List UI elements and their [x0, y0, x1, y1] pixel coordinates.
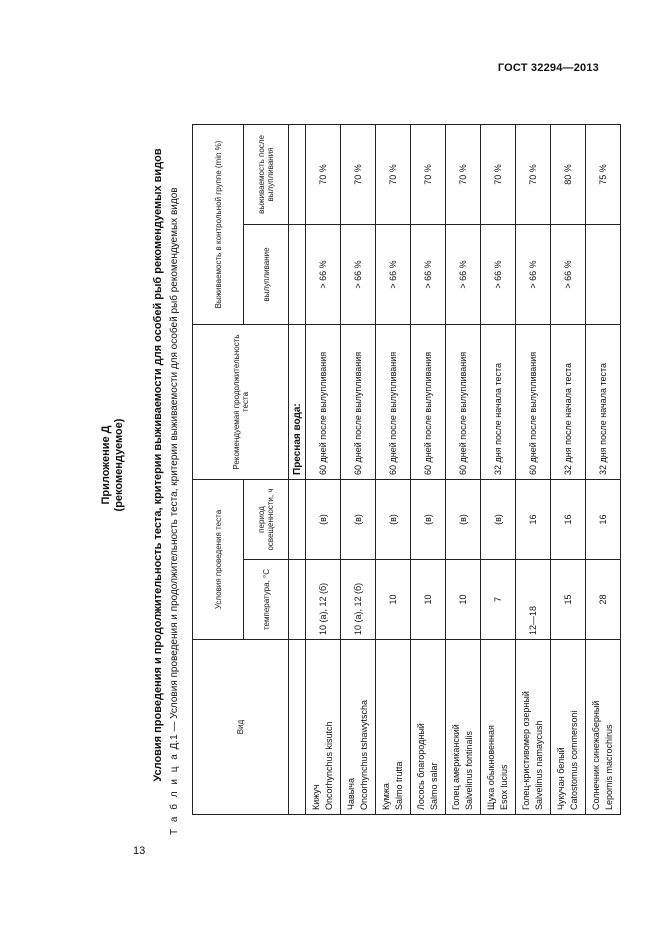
- hatching-cell: > 66 %: [341, 224, 376, 324]
- header-species: Вид: [193, 640, 289, 815]
- species-common-name: Кумжа: [381, 783, 391, 810]
- table-row: [376, 124, 411, 814]
- section-heading: Условия проведения и продолжительность теста, критерии выживаемости для особей рыб рекомендуемых видов: [152, 148, 164, 782]
- duration-cell: 32 дня после начала теста: [481, 324, 516, 479]
- species-common-name: Кижуч: [311, 784, 321, 810]
- survival-cell: 70 %: [306, 124, 341, 224]
- species-common-name: Солнечник синежаберный: [591, 700, 601, 810]
- table-row: [306, 124, 341, 814]
- photoperiod-cell: (в): [446, 479, 481, 559]
- temperature-cell: 7: [481, 560, 516, 640]
- table-row: [446, 124, 481, 814]
- photoperiod-cell: (в): [376, 479, 411, 559]
- duration-cell: 32 дня после начала теста: [551, 324, 586, 479]
- header-hatching: вылупливание: [244, 224, 289, 324]
- photoperiod-cell: (в): [481, 479, 516, 559]
- section-freshwater-label: Пресная вода:: [291, 403, 303, 475]
- survival-cell: 70 %: [446, 124, 481, 224]
- survival-cell: 70 %: [376, 124, 411, 224]
- species-latin-name: Salmo trutta: [394, 761, 404, 810]
- survival-cell: 80 %: [551, 124, 586, 224]
- temperature-cell: 10: [376, 560, 411, 640]
- survival-cell: 70 %: [516, 124, 551, 224]
- temperature-cell: 10 (а), 12 (б): [341, 560, 376, 640]
- species-common-name: Лосось благородный: [416, 723, 426, 810]
- survival-cell: 70 %: [341, 124, 376, 224]
- duration-cell: 60 дней после вылупливания: [376, 324, 411, 479]
- hatching-cell: > 66 %: [306, 224, 341, 324]
- temperature-cell: 28: [586, 560, 621, 640]
- photoperiod-cell: (в): [306, 479, 341, 559]
- hatching-cell: [586, 224, 621, 324]
- table-row: [481, 124, 516, 814]
- header-after-hatching: выживаемость после вылупливания: [244, 124, 289, 224]
- table-caption-prefix: Т а б л и ц а: [169, 752, 180, 835]
- photoperiod-cell: 16: [516, 479, 551, 559]
- hatching-cell: > 66 %: [516, 224, 551, 324]
- hatching-cell: > 66 %: [551, 224, 586, 324]
- survival-cell: 70 %: [481, 124, 516, 224]
- species-common-name: Чукучан белый: [556, 747, 566, 810]
- header-photoperiod: период освещенности, ч: [244, 479, 289, 559]
- page-number: 13: [133, 845, 146, 857]
- species-latin-name: Salmo salar: [429, 762, 439, 810]
- header-temperature: температура, °С: [244, 560, 289, 640]
- species-common-name: Чавыча: [346, 778, 356, 810]
- species-common-name: Щука обыкновенная: [486, 725, 496, 810]
- hatching-cell: > 66 %: [411, 224, 446, 324]
- section-row: [289, 124, 306, 814]
- table-caption-text: Д.1 — Условия проведения и продолжительность теста, критерии выживаемости для особей рыб рекомендуемых видов: [169, 187, 180, 753]
- standard-number: ГОСТ 32294—2013: [497, 62, 599, 74]
- duration-cell: 60 дней после вылупливания: [411, 324, 446, 479]
- species-common-name: Голец американский: [451, 724, 461, 810]
- duration-cell: 60 дней после вылупливания: [446, 324, 481, 479]
- hatching-cell: > 66 %: [481, 224, 516, 324]
- hatching-cell: > 66 %: [446, 224, 481, 324]
- temperature-cell: 15: [551, 560, 586, 640]
- table-row: [551, 124, 586, 814]
- table-row: [516, 124, 551, 814]
- species-latin-name: Salvelinus namaycush: [534, 720, 544, 810]
- duration-cell: 60 дней после вылупливания: [306, 324, 341, 479]
- duration-cell: 60 дней после вылупливания: [341, 324, 376, 479]
- photoperiod-cell: 16: [551, 479, 586, 559]
- header-conditions: Условия проведения теста: [193, 479, 244, 639]
- species-latin-name: Esox lucius: [499, 764, 509, 810]
- header-duration: Рекомендуемая продолжительность теста: [193, 324, 289, 479]
- photoperiod-cell: (в): [341, 479, 376, 559]
- duration-cell: 60 дней после вылупливания: [516, 324, 551, 479]
- table-row: [411, 124, 446, 814]
- species-latin-name: Catostomus commersoni: [569, 710, 579, 810]
- annex-subtitle: (рекомендуемое): [113, 418, 125, 512]
- annex-title-block: [100, 95, 126, 835]
- duration-cell: 32 дня после начала теста: [586, 324, 621, 479]
- temperature-cell: 10 (а), 12 (б): [306, 560, 341, 640]
- temperature-cell: 10: [411, 560, 446, 640]
- photoperiod-cell: (в): [411, 479, 446, 559]
- species-latin-name: Lepomis macrochirus: [604, 724, 614, 810]
- species-latin-name: Oncorhynchus kisutch: [324, 721, 334, 810]
- temperature-cell: 12—18: [516, 560, 551, 640]
- species-latin-name: Salvelinus fontinalis: [464, 730, 474, 810]
- species-common-name: Голец-кристивомер озерный: [521, 691, 531, 810]
- fish-test-table: [192, 124, 621, 815]
- hatching-cell: > 66 %: [376, 224, 411, 324]
- annex-title: Приложение Д: [100, 425, 112, 505]
- table-row: [586, 124, 621, 814]
- survival-cell: 75 %: [586, 124, 621, 224]
- header-survival: Выживаемость в контрольной группе (min %): [193, 124, 244, 324]
- photoperiod-cell: 16: [586, 479, 621, 559]
- species-latin-name: Oncorhynchus tshawytscha: [359, 699, 369, 810]
- survival-cell: 70 %: [411, 124, 446, 224]
- rotated-content: [100, 95, 614, 835]
- table-row: [341, 124, 376, 814]
- temperature-cell: 10: [446, 560, 481, 640]
- table-caption: [169, 95, 180, 835]
